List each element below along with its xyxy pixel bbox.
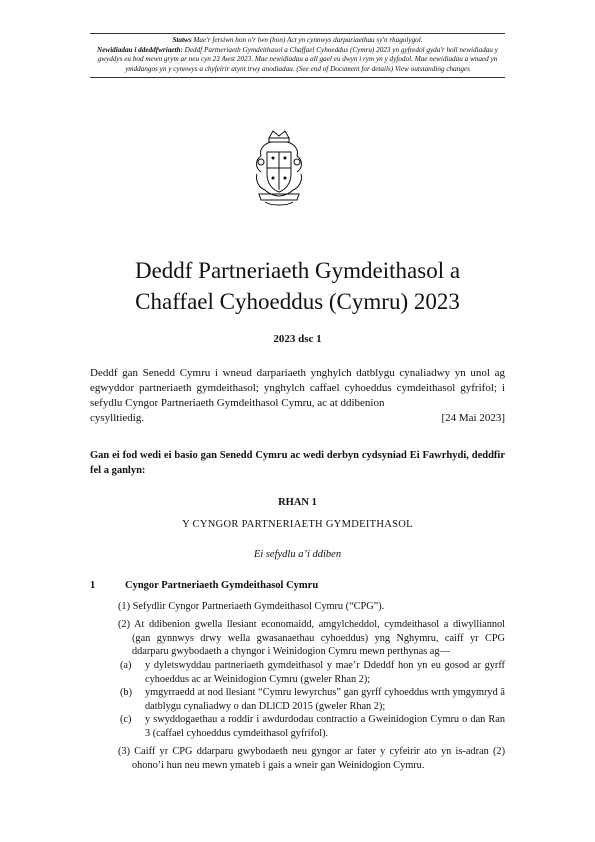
enacting-formula: Gan ei fod wedi ei basio gan Senedd Cymru ac wedi derbyn cydsyniad Ei Fawrhydi, deddfir fel a ganlyn: xyxy=(90,450,505,476)
act-title-line-1: Deddf Partneriaeth Gymdeithasol a xyxy=(134,258,461,283)
status-label: Statws xyxy=(172,36,192,44)
act-title xyxy=(60,255,535,317)
status-text: Mae'r fersiwn hon o'r lwn (hon) Act yn cynnwys darpariaethau sy'n rhagolygol. xyxy=(193,36,423,44)
subsection-2-text: At ddibenion gwella llesiant economaidd, amgylcheddol, cymdeithasol a diwylliannol (gan gynnwys drwy wella gwasanaethau cyhoeddus) yng Nghymru, caiff yr CPG ddarparu gwybodaeth a chyngor i Weinidogion Cymru mewn perthynas ag— xyxy=(132,619,506,657)
changes-text: Deddf Partneriaeth Gymdeithasol a Chaffael Cyhoeddus (Cymru) 2023 yn gyfredol gyda'r holl newidiadau y gwyddys eu bod mewn grym ar neu cyn 23 Awst 2023. Mae newidiadau a all gael eu dwyn i rym yn y dyfodol. Mae newidiadau a wnaed yn ymddangos yn y cynnwys a chyfeirir atynt trwy anodiadau. (See end of Document for details) View outstanding changes xyxy=(97,45,498,73)
section-heading xyxy=(90,580,318,591)
status-banner xyxy=(90,33,505,78)
paragraph-b xyxy=(120,686,505,713)
changes-label: Newidiadau i ddeddfwriaeth: xyxy=(97,45,183,54)
section-number: 1 xyxy=(90,580,96,591)
long-title-date-row xyxy=(90,411,505,426)
long-title-text: Deddf gan Senedd Cymru i wneud darpariaeth ynghylch datblygu cynaliadwy yn unol ag egwyddor partneriaeth gymdeithasol; ynghylch caffael cyhoeddus cymdeithasol gyfrifol; i sefydlu Cyngor Partneriaeth Gymdeithasol Cymru, ac at ddibenion xyxy=(90,367,505,409)
long-title xyxy=(90,366,505,426)
subsection-3-text: Caiff yr CPG ddarparu gwybodaeth neu gyngor ar fater y cyfeirir ato yn is-adran (2) ohono’i hun neu mewn ymateb i gais a wneir gan Weinidogion Cymru. xyxy=(132,746,505,771)
paragraph-a-number: (a) xyxy=(120,660,132,671)
paragraph-a xyxy=(120,659,505,686)
paragraph-b-text: ymgyrraedd at nod llesiant “Cymru lewyrchus” gan gyrff cyhoeddus wrth ymgymryd â datblygu cynaliadwy o dan DLlCD 2015 (gweler Rhan 2); xyxy=(145,687,505,712)
subsection-1-number: (1) xyxy=(118,601,131,612)
crossheading: Ei sefydlu a’i ddiben xyxy=(253,549,342,560)
subsection-3-number: (3) xyxy=(118,746,131,757)
subsection-1 xyxy=(118,600,505,614)
part-number: RHAN 1 xyxy=(278,497,317,508)
royal-coat-of-arms-icon xyxy=(247,128,311,208)
year-citation: 2023 dsc 1 xyxy=(273,333,322,345)
assent-date: [24 Mai 2023] xyxy=(441,412,505,424)
section-title: Cyngor Partneriaeth Gymdeithasol Cymru xyxy=(125,580,319,591)
subsection-1-text: Sefydlir Cyngor Partneriaeth Gymdeithasol Cymru (“CPG”). xyxy=(132,601,385,612)
paragraph-a-text: y dyletswyddau partneriaeth gymdeithasol y mae’r Ddeddf hon yn eu gosod ar gyrff cyhoeddus ac ar Weinidogion Cymru (gweler Rhan 2); xyxy=(145,660,505,685)
paragraph-c-number: (c) xyxy=(120,714,132,725)
subsection-2 xyxy=(118,618,505,659)
paragraph-b-number: (b) xyxy=(120,687,133,698)
subsection-2-number: (2) xyxy=(118,619,131,630)
paragraph-c-text: y swyddogaethau a roddir i awdurdodau contractio a Gweinidogion Cymru o dan Ran 3 (caffael cyhoeddus cymdeithasol gyfrifol). xyxy=(145,714,505,739)
long-title-last-line: cysylltiedig. xyxy=(90,412,145,424)
paragraph-c xyxy=(120,713,505,740)
act-title-line-2: Chaffael Cyhoeddus (Cymru) 2023 xyxy=(135,289,460,314)
part-title: Y CYNGOR PARTNERIAETH GYMDEITHASOL xyxy=(182,519,413,530)
subsection-3 xyxy=(118,745,505,772)
